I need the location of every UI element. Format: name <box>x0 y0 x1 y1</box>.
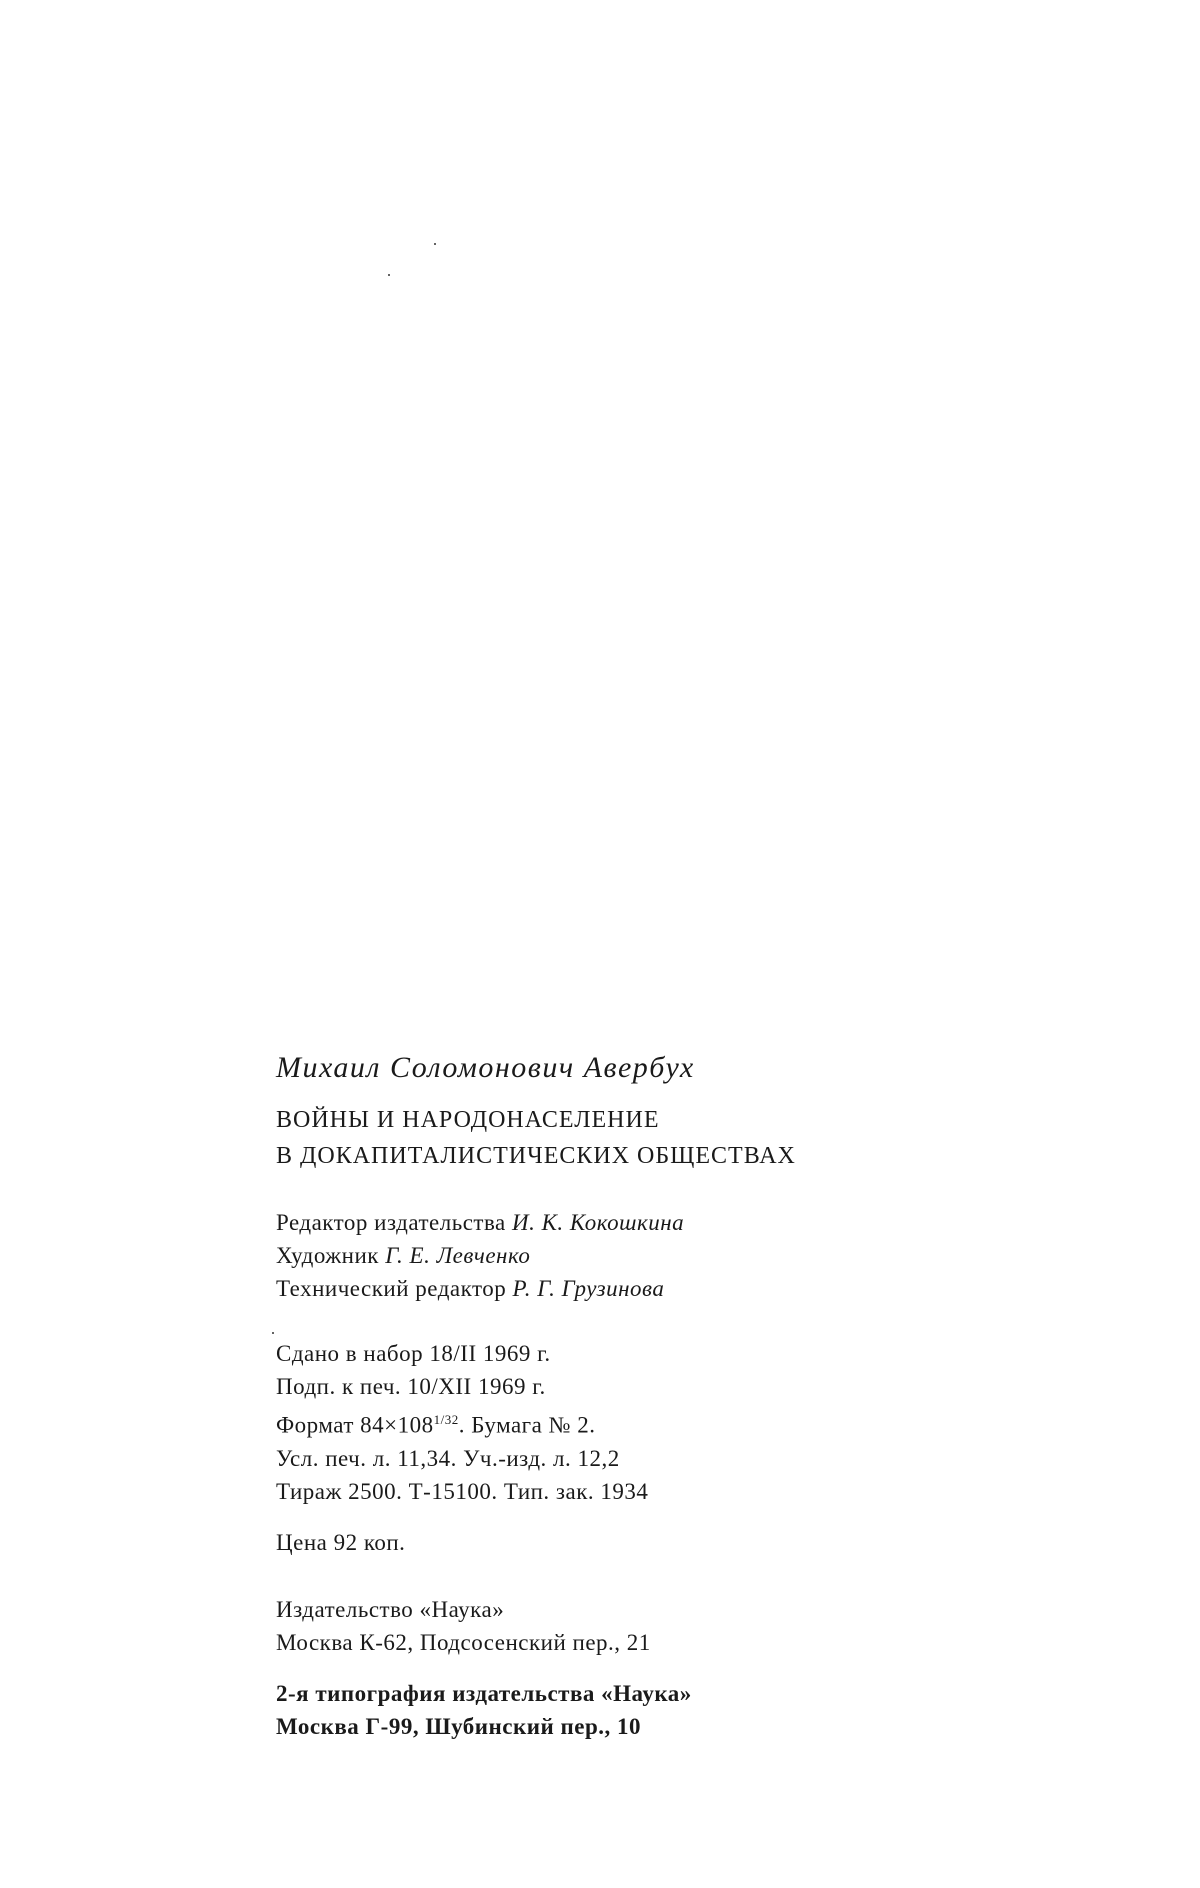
format-fraction: 1/32 <box>433 1412 459 1427</box>
price-line: Цена 92 коп. <box>276 1529 406 1555</box>
print-speck <box>272 1332 274 1334</box>
printer-name: 2-я типография издательства «Наука» <box>276 1680 692 1706</box>
credit-artist <box>276 1239 1076 1272</box>
credit-role: Редактор издательства <box>276 1210 506 1235</box>
credit-role: Технический редактор <box>276 1276 507 1301</box>
print-speck <box>434 243 436 245</box>
printer-block <box>276 1677 1076 1743</box>
book-title-line-1: ВОЙНЫ И НАРОДОНАСЕЛЕНИЕ <box>276 1107 660 1133</box>
printer-address: Москва Г-99, Шубинский пер., 10 <box>276 1713 642 1739</box>
publisher-address: Москва К-62, Подсосенский пер., 21 <box>276 1629 651 1655</box>
credit-person: Р. Г. Грузинова <box>512 1276 665 1301</box>
signed-date: Подп. к печ. 10/XII 1969 г. <box>276 1374 546 1399</box>
credit-role: Художник <box>276 1243 379 1268</box>
credit-tech-editor <box>276 1272 1076 1305</box>
typeset-date: Сдано в набор 18/II 1969 г. <box>276 1341 551 1366</box>
author-name: Михаил Соломонович Авербух <box>276 1051 695 1084</box>
format-prefix: Формат 84×108 <box>276 1412 434 1438</box>
sheets-line: Усл. печ. л. 11,34. Уч.-изд. л. 12,2 <box>276 1445 620 1471</box>
publisher-name: Издательство «Наука» <box>276 1596 505 1622</box>
print-speck <box>388 274 390 276</box>
credit-person: И. К. Кокошкина <box>511 1210 685 1235</box>
colophon-block <box>276 1048 1076 1743</box>
format-line <box>276 1403 1076 1442</box>
print-run-line: Тираж 2500. Т-15100. Тип. зак. 1934 <box>276 1478 649 1504</box>
publisher-block <box>276 1593 1076 1659</box>
print-details-block <box>276 1337 1076 1508</box>
book-title-line-2: В ДОКАПИТАЛИСТИЧЕСКИХ ОБЩЕСТВАХ <box>276 1143 796 1169</box>
format-suffix: . Бумага № 2. <box>458 1412 596 1438</box>
credit-person: Г. Е. Левченко <box>385 1243 531 1268</box>
credit-editor <box>276 1206 1076 1239</box>
credits-block <box>276 1206 1076 1305</box>
